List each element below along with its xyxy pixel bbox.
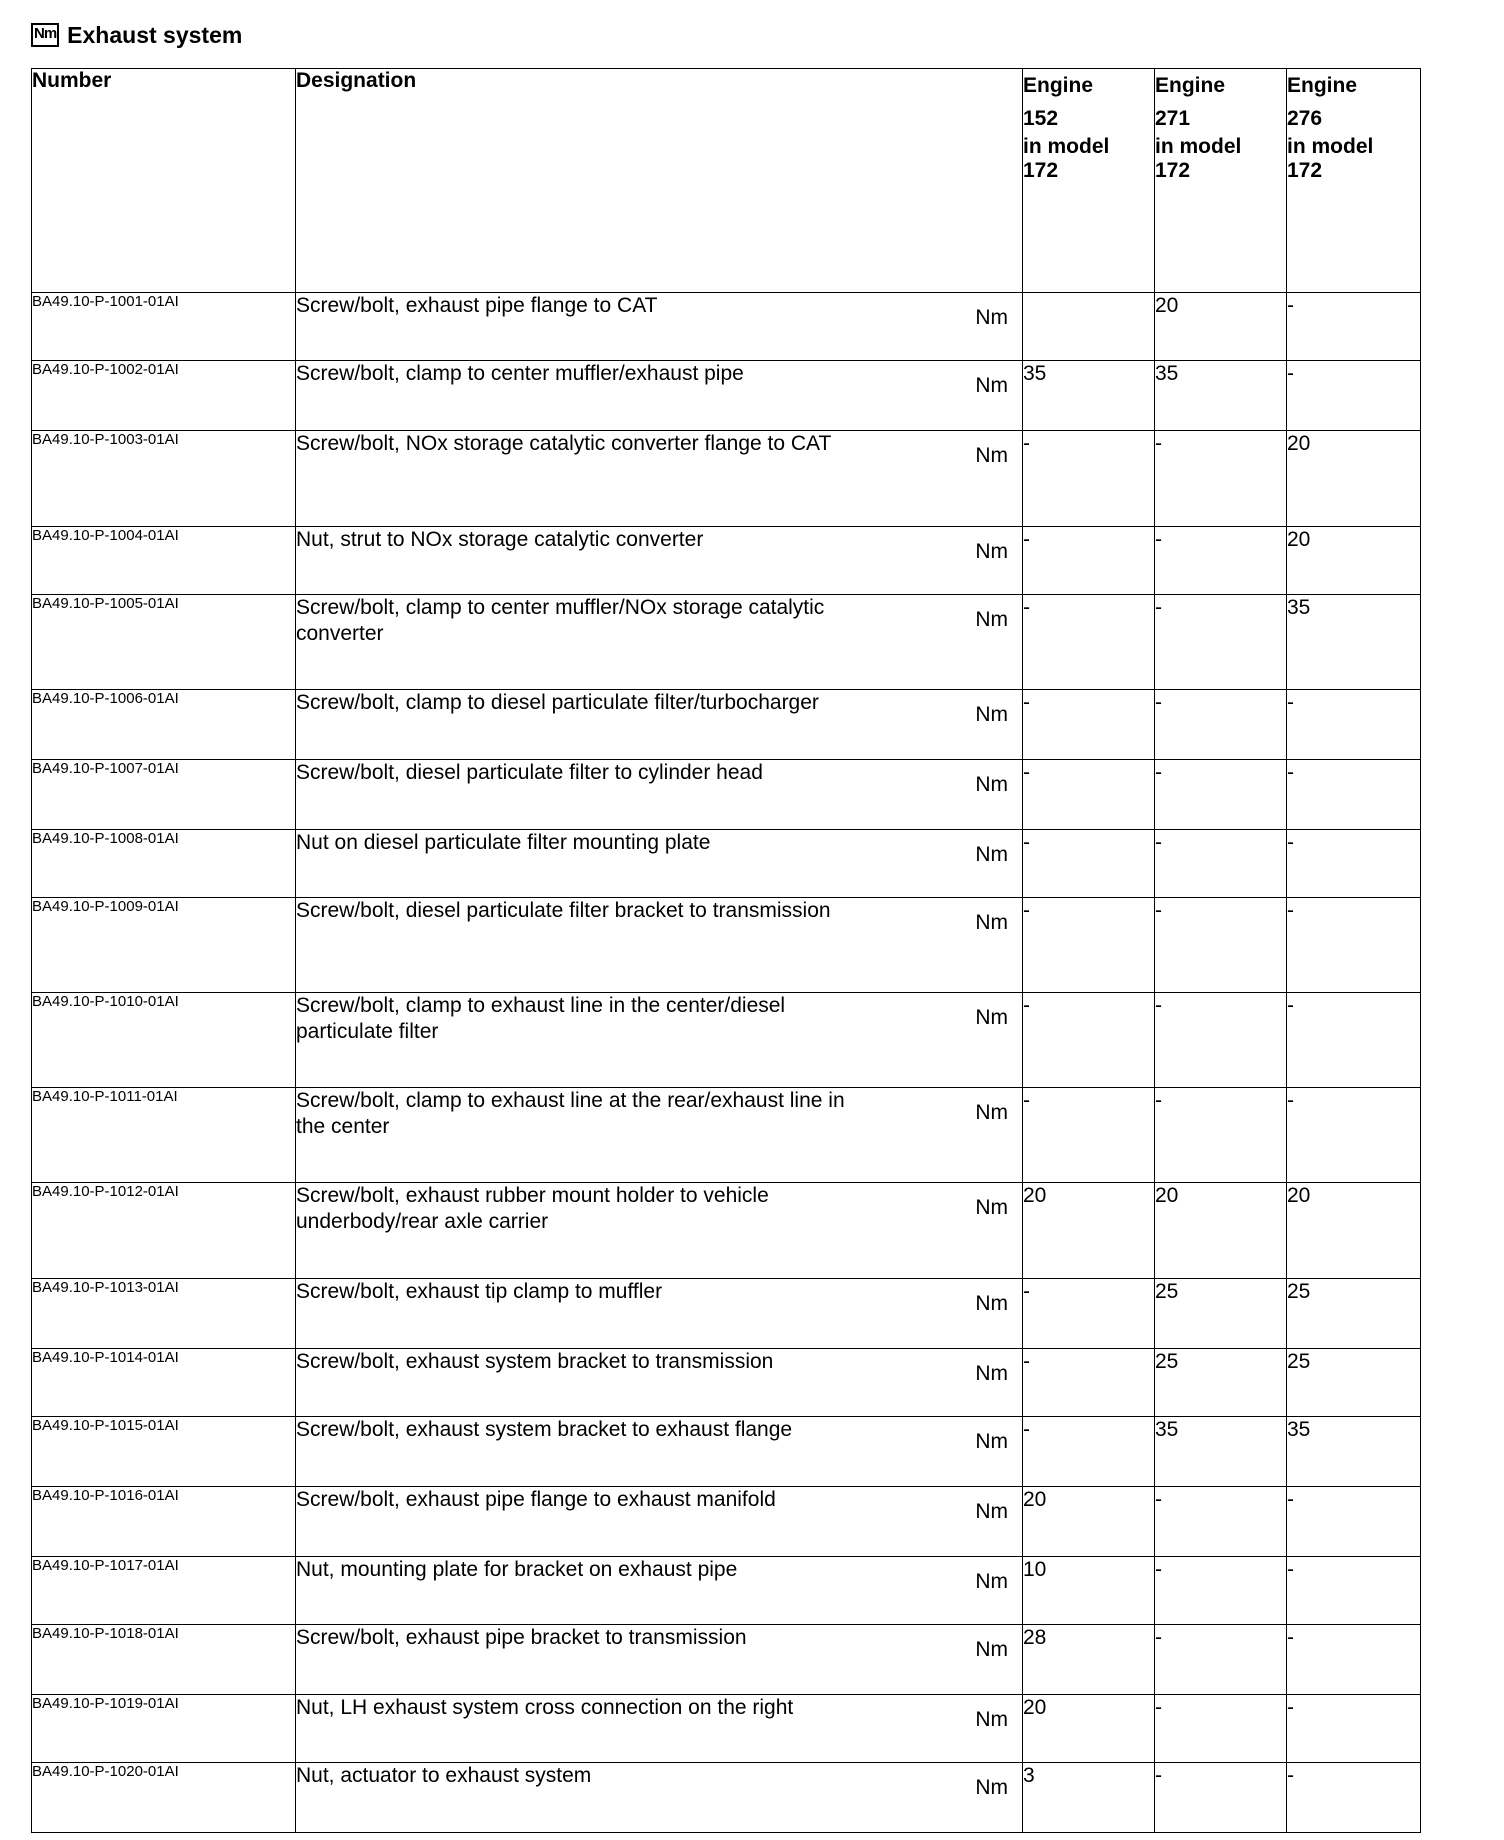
torque-engine-276: - xyxy=(1287,830,1421,898)
part-number: BA49.10-P-1016-01AI xyxy=(32,1487,296,1557)
torque-engine-276: - xyxy=(1287,1557,1421,1625)
torque-engine-276: 35 xyxy=(1287,1417,1421,1487)
torque-engine-152: - xyxy=(1023,830,1155,898)
torque-engine-271: - xyxy=(1155,690,1287,760)
torque-engine-152: - xyxy=(1023,1088,1155,1183)
torque-engine-271: - xyxy=(1155,595,1287,690)
part-number: BA49.10-P-1015-01AI xyxy=(32,1417,296,1487)
unit-label: Nm xyxy=(975,1362,1008,1385)
unit-label: Nm xyxy=(975,1638,1008,1661)
designation-cell: Screw/bolt, exhaust pipe flange to exhaust manifold Nm xyxy=(296,1487,1023,1557)
torque-engine-271: - xyxy=(1155,898,1287,993)
torque-engine-271: 35 xyxy=(1155,1417,1287,1487)
torque-engine-276: 25 xyxy=(1287,1279,1421,1349)
torque-engine-271: 20 xyxy=(1155,293,1287,361)
torque-engine-276: 20 xyxy=(1287,1183,1421,1279)
column-header-engine-152: Engine 152 in model 172 xyxy=(1023,69,1155,293)
table-row xyxy=(32,1279,1421,1349)
unit-label: Nm xyxy=(975,1292,1008,1315)
torque-engine-152: - xyxy=(1023,760,1155,830)
table-row xyxy=(32,760,1421,830)
torque-engine-152: - xyxy=(1023,690,1155,760)
part-number: BA49.10-P-1014-01AI xyxy=(32,1349,296,1417)
unit-label: Nm xyxy=(975,540,1008,563)
torque-engine-152: 35 xyxy=(1023,361,1155,431)
part-number: BA49.10-P-1018-01AI xyxy=(32,1625,296,1695)
unit-label: Nm xyxy=(975,306,1008,329)
table-row xyxy=(32,361,1421,431)
part-number: BA49.10-P-1007-01AI xyxy=(32,760,296,830)
torque-engine-152: - xyxy=(1023,1349,1155,1417)
torque-engine-152: - xyxy=(1023,527,1155,595)
unit-label: Nm xyxy=(975,703,1008,726)
torque-engine-276: - xyxy=(1287,690,1421,760)
torque-engine-271: - xyxy=(1155,1088,1287,1183)
torque-engine-276: 20 xyxy=(1287,527,1421,595)
torque-engine-276: - xyxy=(1287,898,1421,993)
table-row xyxy=(32,690,1421,760)
designation-cell: Screw/bolt, diesel particulate filter bracket to transmission Nm xyxy=(296,898,1023,993)
designation-cell: Screw/bolt, clamp to diesel particulate filter/turbocharger Nm xyxy=(296,690,1023,760)
designation-cell: Nut, mounting plate for bracket on exhaust pipe Nm xyxy=(296,1557,1023,1625)
table-row xyxy=(32,1088,1421,1183)
table-row xyxy=(32,1695,1421,1763)
torque-engine-271: 25 xyxy=(1155,1279,1287,1349)
part-number: BA49.10-P-1002-01AI xyxy=(32,361,296,431)
part-number: BA49.10-P-1017-01AI xyxy=(32,1557,296,1625)
part-number: BA49.10-P-1005-01AI xyxy=(32,595,296,690)
torque-engine-271: - xyxy=(1155,1695,1287,1763)
part-number: BA49.10-P-1020-01AI xyxy=(32,1763,296,1833)
table-row xyxy=(32,830,1421,898)
page-title: Exhaust system xyxy=(67,21,243,48)
unit-label: Nm xyxy=(975,773,1008,796)
torque-engine-276: - xyxy=(1287,293,1421,361)
unit-label: Nm xyxy=(975,1500,1008,1523)
designation-cell: Nut on diesel particulate filter mounting plate Nm xyxy=(296,830,1023,898)
designation-cell: Screw/bolt, exhaust tip clamp to muffler Nm xyxy=(296,1279,1023,1349)
torque-engine-152: - xyxy=(1023,993,1155,1088)
designation-cell: Screw/bolt, exhaust pipe flange to CAT Nm xyxy=(296,293,1023,361)
designation-cell: Nut, LH exhaust system cross connection on the right Nm xyxy=(296,1695,1023,1763)
torque-engine-276: - xyxy=(1287,1088,1421,1183)
torque-engine-271: - xyxy=(1155,760,1287,830)
part-number: BA49.10-P-1019-01AI xyxy=(32,1695,296,1763)
unit-label: Nm xyxy=(975,1708,1008,1731)
unit-label: Nm xyxy=(975,1006,1008,1029)
torque-engine-152: 28 xyxy=(1023,1625,1155,1695)
torque-engine-271: - xyxy=(1155,527,1287,595)
part-number: BA49.10-P-1001-01AI xyxy=(32,293,296,361)
designation-cell: Screw/bolt, exhaust rubber mount holder to vehicle underbody/rear axle carrier Nm xyxy=(296,1183,1023,1279)
unit-label: Nm xyxy=(975,374,1008,397)
torque-engine-271: - xyxy=(1155,1625,1287,1695)
column-header-designation: Designation xyxy=(296,69,1023,293)
torque-engine-152 xyxy=(1023,293,1155,361)
torque-engine-276: - xyxy=(1287,1695,1421,1763)
designation-cell: Nut, strut to NOx storage catalytic converter Nm xyxy=(296,527,1023,595)
designation-cell: Screw/bolt, NOx storage catalytic converter flange to CAT Nm xyxy=(296,431,1023,527)
table-header-row xyxy=(32,69,1421,293)
section-title xyxy=(31,20,242,50)
part-number: BA49.10-P-1012-01AI xyxy=(32,1183,296,1279)
unit-label: Nm xyxy=(975,608,1008,631)
torque-engine-152: - xyxy=(1023,1279,1155,1349)
torque-engine-276: - xyxy=(1287,993,1421,1088)
designation-cell: Screw/bolt, exhaust system bracket to transmission Nm xyxy=(296,1349,1023,1417)
torque-engine-271: 35 xyxy=(1155,361,1287,431)
torque-engine-271: - xyxy=(1155,1557,1287,1625)
torque-engine-271: - xyxy=(1155,1487,1287,1557)
part-number: BA49.10-P-1009-01AI xyxy=(32,898,296,993)
torque-engine-271: 25 xyxy=(1155,1349,1287,1417)
part-number: BA49.10-P-1004-01AI xyxy=(32,527,296,595)
torque-engine-276: - xyxy=(1287,1763,1421,1833)
torque-engine-152: 20 xyxy=(1023,1695,1155,1763)
column-header-engine-276: Engine 276 in model 172 xyxy=(1287,69,1421,293)
torque-engine-271: - xyxy=(1155,830,1287,898)
column-header-number: Number xyxy=(32,69,296,293)
table-row xyxy=(32,993,1421,1088)
unit-label: Nm xyxy=(975,843,1008,866)
torque-engine-276: - xyxy=(1287,361,1421,431)
table-row xyxy=(32,431,1421,527)
table-row xyxy=(32,1763,1421,1833)
table-row xyxy=(32,1625,1421,1695)
torque-engine-271: - xyxy=(1155,431,1287,527)
designation-cell: Screw/bolt, clamp to exhaust line at the rear/exhaust line in the center Nm xyxy=(296,1088,1023,1183)
table-row xyxy=(32,1557,1421,1625)
column-header-engine-271: Engine 271 in model 172 xyxy=(1155,69,1287,293)
part-number: BA49.10-P-1003-01AI xyxy=(32,431,296,527)
unit-label: Nm xyxy=(975,1196,1008,1219)
designation-cell: Screw/bolt, clamp to center muffler/NOx storage catalytic converter Nm xyxy=(296,595,1023,690)
designation-cell: Screw/bolt, clamp to exhaust line in the center/diesel particulate filter Nm xyxy=(296,993,1023,1088)
torque-engine-276: 35 xyxy=(1287,595,1421,690)
unit-label: Nm xyxy=(975,1776,1008,1799)
torque-engine-152: - xyxy=(1023,1417,1155,1487)
torque-engine-271: - xyxy=(1155,1763,1287,1833)
table-row xyxy=(32,293,1421,361)
torque-engine-276: - xyxy=(1287,1625,1421,1695)
unit-label: Nm xyxy=(975,444,1008,467)
torque-engine-276: - xyxy=(1287,760,1421,830)
part-number: BA49.10-P-1010-01AI xyxy=(32,993,296,1088)
designation-cell: Screw/bolt, exhaust system bracket to exhaust flange Nm xyxy=(296,1417,1023,1487)
designation-cell: Screw/bolt, exhaust pipe bracket to transmission Nm xyxy=(296,1625,1023,1695)
unit-label: Nm xyxy=(975,1101,1008,1124)
designation-cell: Nut, actuator to exhaust system Nm xyxy=(296,1763,1023,1833)
unit-label: Nm xyxy=(975,1430,1008,1453)
part-number: BA49.10-P-1011-01AI xyxy=(32,1088,296,1183)
torque-engine-152: - xyxy=(1023,431,1155,527)
torque-engine-276: - xyxy=(1287,1487,1421,1557)
part-number: BA49.10-P-1013-01AI xyxy=(32,1279,296,1349)
designation-cell: Screw/bolt, clamp to center muffler/exhaust pipe Nm xyxy=(296,361,1023,431)
table-row xyxy=(32,1417,1421,1487)
torque-engine-152: - xyxy=(1023,898,1155,993)
torque-engine-152: 10 xyxy=(1023,1557,1155,1625)
torque-engine-152: 3 xyxy=(1023,1763,1155,1833)
table-row xyxy=(32,527,1421,595)
torque-engine-271: 20 xyxy=(1155,1183,1287,1279)
torque-engine-152: 20 xyxy=(1023,1183,1155,1279)
torque-engine-276: 25 xyxy=(1287,1349,1421,1417)
torque-engine-152: 20 xyxy=(1023,1487,1155,1557)
torque-engine-271: - xyxy=(1155,993,1287,1088)
unit-label: Nm xyxy=(975,911,1008,934)
part-number: BA49.10-P-1008-01AI xyxy=(32,830,296,898)
table-row xyxy=(32,1183,1421,1279)
part-number: BA49.10-P-1006-01AI xyxy=(32,690,296,760)
table-row xyxy=(32,898,1421,993)
torque-engine-276: 20 xyxy=(1287,431,1421,527)
table-row xyxy=(32,1349,1421,1417)
table-row xyxy=(32,1487,1421,1557)
designation-cell: Screw/bolt, diesel particulate filter to cylinder head Nm xyxy=(296,760,1023,830)
table-row xyxy=(32,595,1421,690)
unit-label: Nm xyxy=(975,1570,1008,1593)
torque-nm-icon: Nm xyxy=(31,23,59,47)
torque-engine-152: - xyxy=(1023,595,1155,690)
torque-specification-table xyxy=(31,68,1421,1833)
